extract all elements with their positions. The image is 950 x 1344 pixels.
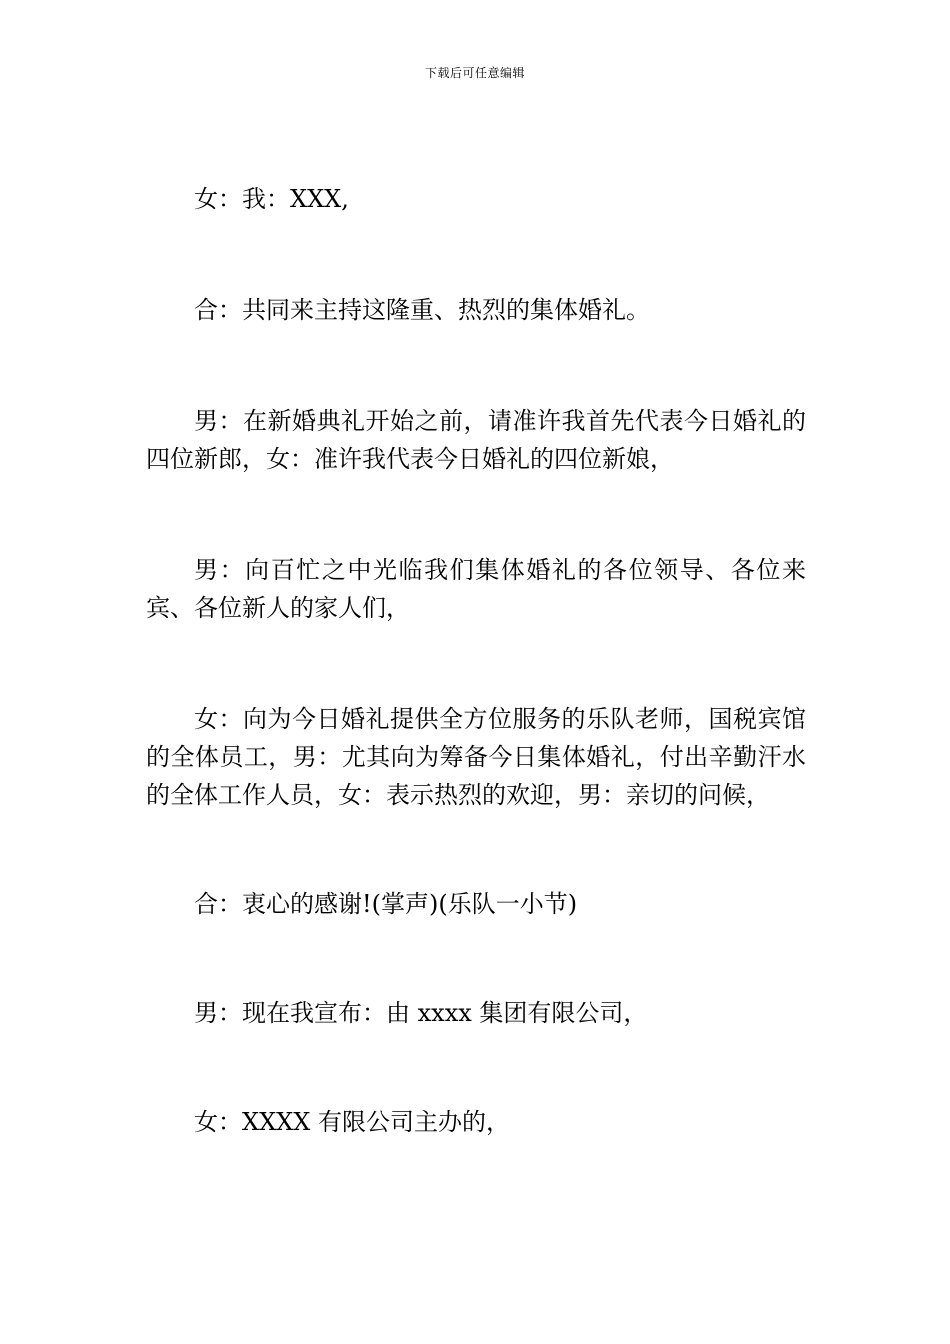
- paragraph-5: 女：向为今日婚礼提供全方位服务的乐队老师，国税宾馆的全体员工，男：尤其向为筹备今日集体婚礼，付出辛勤汗水的全体工作人员，女：表示热烈的欢迎，男：亲切的问候，: [146, 705, 806, 809]
- paragraph-1: 女：我：XXX,: [194, 185, 349, 213]
- paragraph-7: 男：现在我宣布：由 xxxx 集团有限公司，: [194, 999, 648, 1027]
- paragraph-6: 合：衷心的感谢!(掌声)(乐队一小节): [194, 890, 578, 918]
- page-header: 下载后可任意编辑: [424, 66, 525, 80]
- paragraph-3: 男：在新婚典礼开始之前，请准许我首先代表今日婚礼的四位新郎，女：准许我代表今日婚礼的四位新娘，: [146, 407, 806, 473]
- paragraph-4: 男：向百忙之中光临我们集体婚礼的各位领导、各位来宾、各位新人的家人们，: [146, 556, 806, 622]
- document-body: [146, 180, 806, 1141]
- paragraph-8: 女：XXXX 有限公司主办的，: [194, 1108, 510, 1136]
- paragraph-2: 合：共同来主持这隆重、热烈的集体婚礼。: [194, 296, 650, 324]
